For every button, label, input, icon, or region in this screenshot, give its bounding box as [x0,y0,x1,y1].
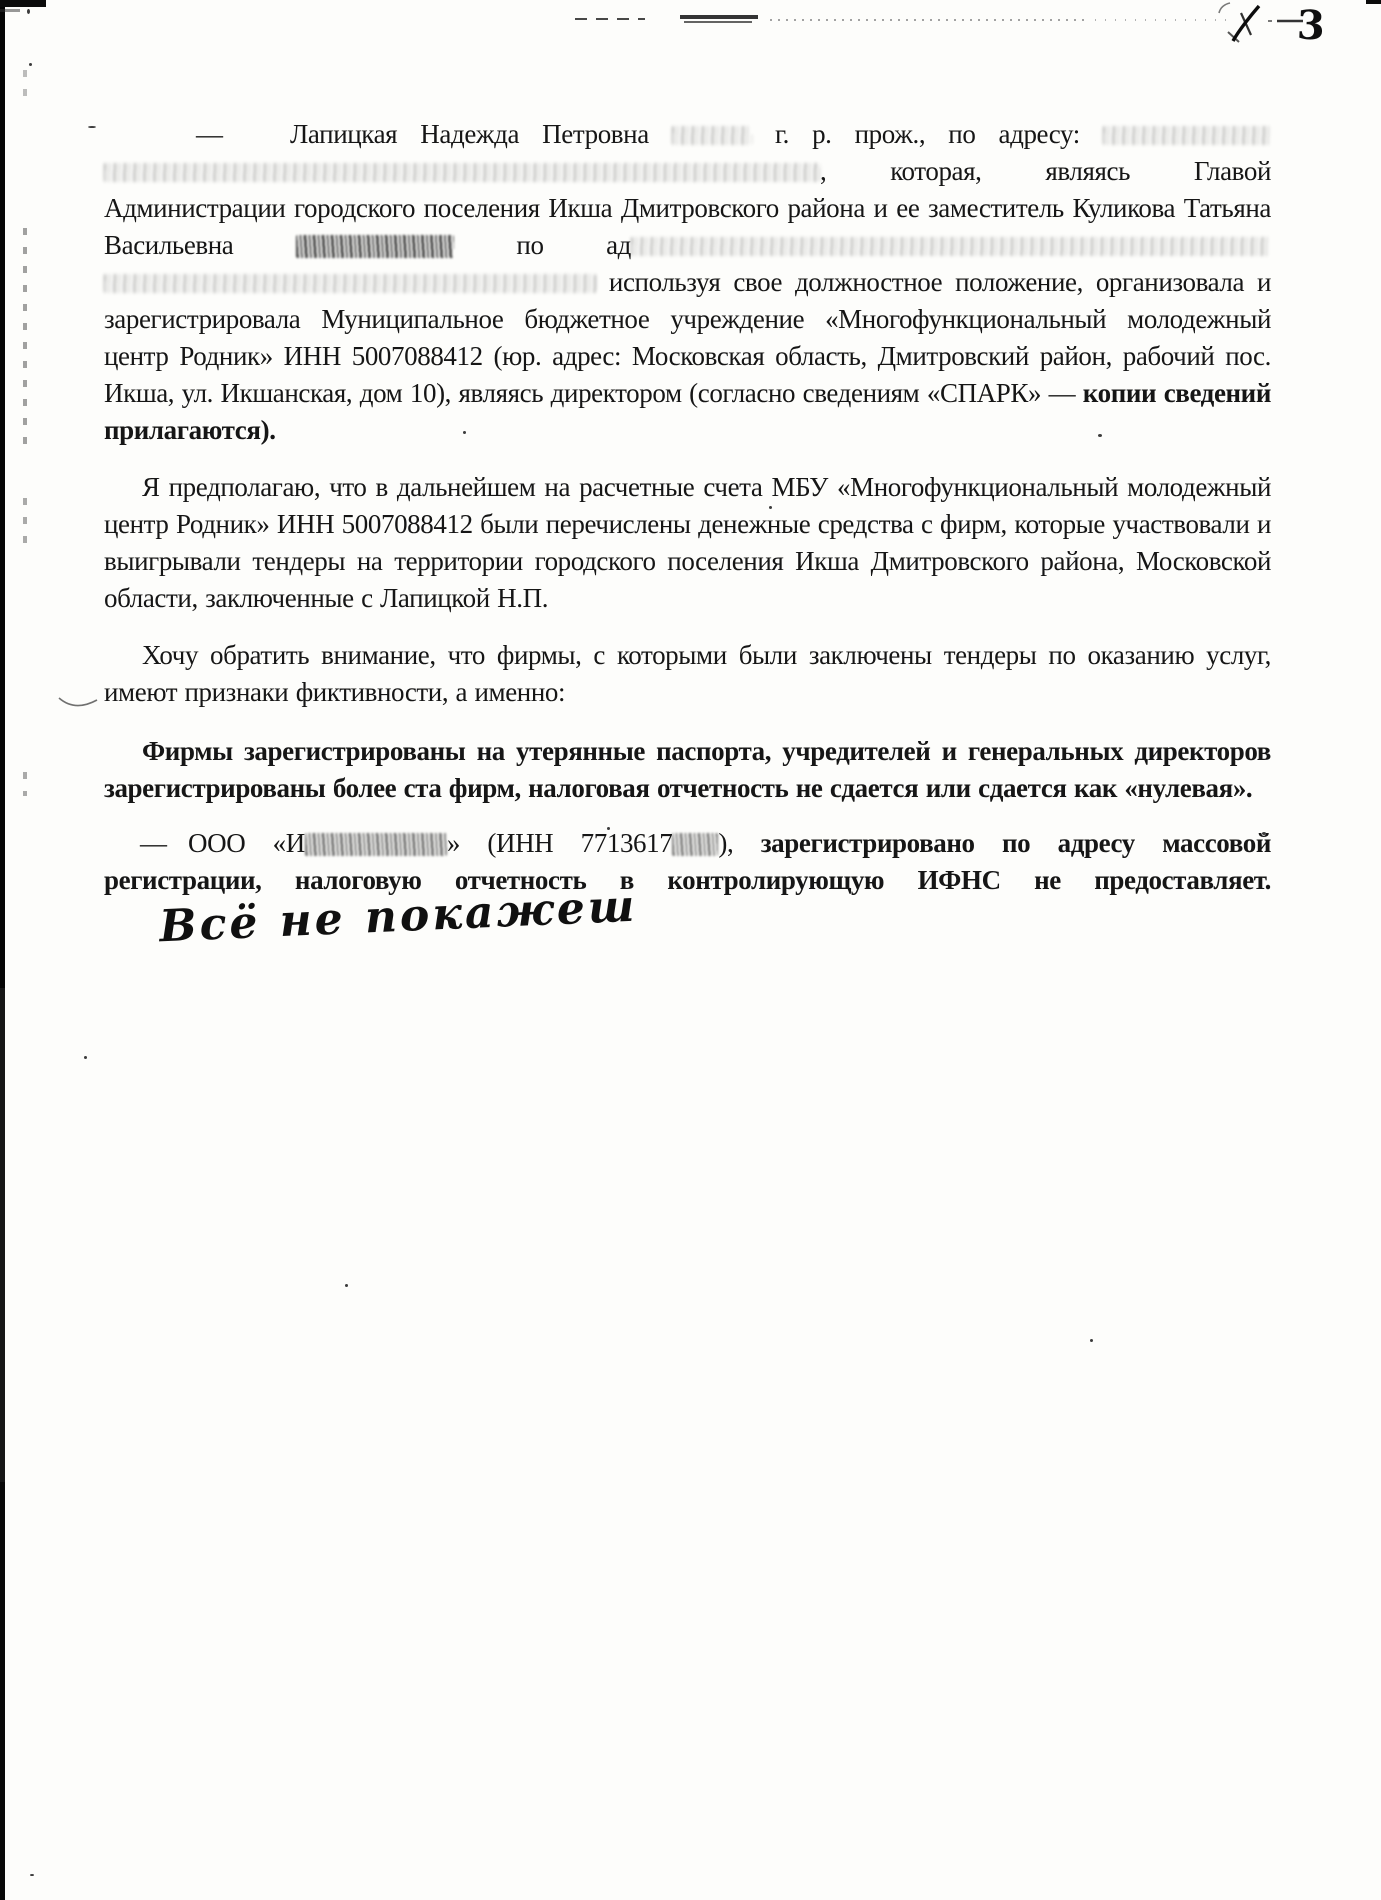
text-segment-bold: Фирмы зарегистрированы на утерянные паспорта, учредителей и генеральных директоров зарегистрированы более ста фирм, налоговая отчетность не сдается или сдается как «нулевая». [104,736,1271,803]
handwritten-note: Всё не покажеш [158,880,639,953]
scan-edge-dashes [23,228,27,448]
list-dash: — [140,828,167,858]
scan-speck [27,9,30,14]
scan-speck [30,1874,34,1876]
page-number-handwritten: 3 [1296,1,1326,50]
scan-edge-dashes [23,498,27,552]
scan-edge-dashes [23,70,27,104]
scan-speck [29,63,32,66]
paragraph-ooo [104,825,1271,953]
text-segment: Хочу обратить внимание, что фирмы, с которыми были заключены тендеры по оказанию услуг, имеют признаки фиктивности, а именно: [104,640,1271,707]
redacted-text [631,237,1271,256]
text-segment-bold: копии сведений прилагаются). [104,378,1271,445]
paragraph-assumption [104,469,1271,617]
text-segment: Я предполагаю, что в дальнейшем на расчетные счета МБУ «Многофункциональный молодежный центр Родник» ИНН 5007088412 были перечислены денежные средства с фирм, которые участвовали и выигрывали тендеры на территории городского поселения Икша Дмитровского района, Московской области, заключенные с Лапицкой Н.П. [104,472,1271,613]
redacted-inn-digits [672,833,718,856]
scan-speck [1090,1339,1093,1342]
redacted-text [104,274,596,293]
document-body [104,116,1271,956]
paragraph-attention [104,637,1271,711]
text-segment: ), [718,828,734,858]
redacted-company-name [305,833,447,856]
text-segment: ООО «И [188,828,305,858]
scan-speck [345,1284,348,1287]
scan-speck [88,126,96,128]
text-segment-bold: зарегистрировано по адресу массовой регистрации, налоговую отчетность в контролирующую ИФНС не предоставляет. [104,828,1271,895]
redacted-text [104,163,820,182]
text-segment: г. р. прож., по адресу: [775,119,1080,149]
redacted-text [1103,126,1271,145]
redacted-signature [296,235,454,258]
scan-edge-dashes [23,772,27,796]
scan-speck [84,1056,87,1059]
text-segment: » (ИНН 7713617 [446,828,673,858]
paragraph-lapitskaya [104,116,1271,449]
text-segment: по ад [516,230,631,260]
text-segment: , которая, являясь Главой Администрации городского поселения Икша Дмитровского района и ее заместитель Куликова Татьяна Васильевна [104,156,1271,260]
scan-top-line [0,0,1381,60]
text-segment: Лапицкая Надежда Петровна [290,119,649,149]
paragraph-firms-bold [104,733,1271,807]
redacted-text [672,126,752,145]
pen-curve-mark [55,690,109,716]
scan-edge-bar [0,0,5,1900]
text-segment: используя свое должностное положение, организовала и зарегистрировала Муниципальное бюджетное учреждение «Многофункциональный молодежный центр Родник» ИНН 5007088412 (юр. адрес: Московская область, Дмитровский район, рабочий пос. Икша, ул. Икшанская, дом 10), являясь директором (согласно сведениям «СПАРК» — [104,267,1271,408]
pen-slash-mark [1219,3,1259,42]
list-dash: — [196,119,223,149]
